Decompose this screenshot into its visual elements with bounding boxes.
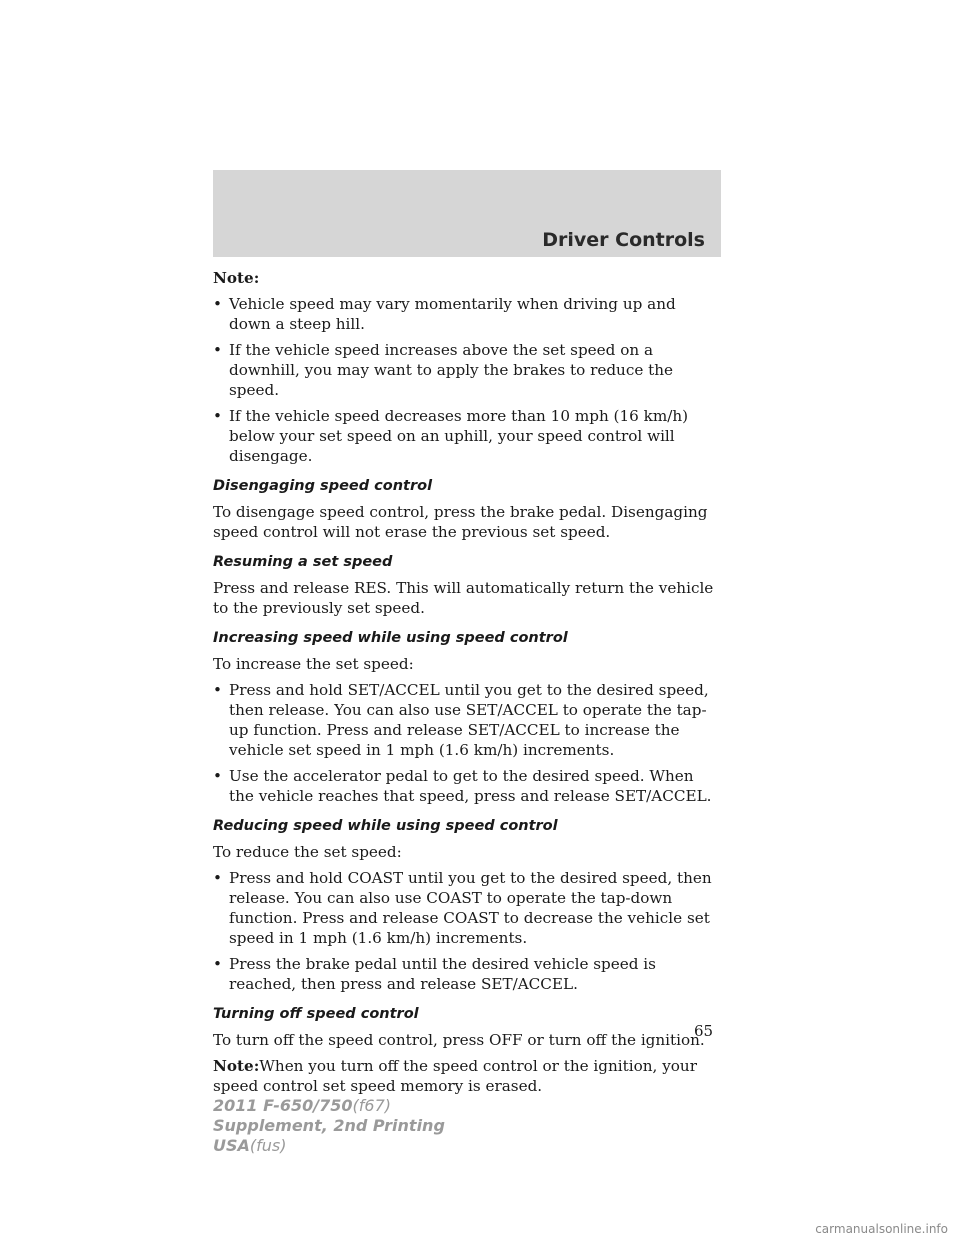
note-text: When you turn off the speed control or the ignition, your speed control set speed memory is erased. bbox=[213, 1057, 697, 1095]
section-header-band bbox=[213, 170, 721, 257]
bullet-icon: • bbox=[213, 341, 222, 359]
bullet-icon: • bbox=[213, 295, 222, 313]
list-item: • Press and hold COAST until you get to the desired speed, then release. You can also use COAST to operate the tap-down function. Press and release COAST to decrease the vehicle set speed in 1 mph (1.6 km/h) increments. bbox=[213, 869, 712, 947]
heading-turning-off: Turning off speed control bbox=[213, 1006, 419, 1022]
watermark: carmanualsonline.info bbox=[815, 1222, 948, 1236]
turning-off-text: To turn off the speed control, press OFF or turn off the ignition. bbox=[213, 1031, 705, 1049]
turning-off-note bbox=[213, 1056, 721, 1096]
page-number: 65 bbox=[694, 1022, 714, 1040]
footer-line-printing: Supplement, 2nd Printing bbox=[213, 1116, 445, 1135]
bullet-icon: • bbox=[213, 681, 222, 699]
resuming-text: Press and release RES. This will automatically return the vehicle to the previously set speed. bbox=[213, 579, 714, 617]
bullet-icon: • bbox=[213, 955, 222, 973]
list-item: • Press the brake pedal until the desired vehicle speed is reached, then press and release SET/ACCEL. bbox=[213, 955, 656, 993]
bullet-icon: • bbox=[213, 869, 222, 887]
disengaging-text: To disengage speed control, press the brake pedal. Disengaging speed control will not erase the previous set speed. bbox=[213, 503, 708, 541]
bullet-icon: • bbox=[213, 767, 222, 785]
reducing-intro: To reduce the set speed: bbox=[213, 843, 402, 861]
list-item: • If the vehicle speed decreases more than 10 mph (16 km/h) below your set speed on an uphill, your speed control will disengage. bbox=[213, 407, 689, 465]
list-item: • Press and hold SET/ACCEL until you get to the desired speed, then release. You can also use SET/ACCEL to operate the tap-up function. Press and release SET/ACCEL to increase the vehicle set speed in 1 mph (1.6 km/h) increments. bbox=[213, 681, 709, 759]
heading-resuming: Resuming a set speed bbox=[213, 554, 393, 570]
section-title: Driver Controls bbox=[542, 229, 705, 251]
increasing-intro: To increase the set speed: bbox=[213, 655, 414, 673]
note-bullet-list bbox=[213, 294, 721, 466]
footer-line-model: 2011 F-650/750(f67) bbox=[213, 1096, 391, 1115]
print-footer bbox=[213, 1096, 445, 1156]
page-content bbox=[213, 268, 721, 1102]
list-item: • Vehicle speed may vary momentarily when driving up and down a steep hill. bbox=[213, 295, 676, 333]
heading-disengaging: Disengaging speed control bbox=[213, 478, 433, 494]
list-item: • Use the accelerator pedal to get to the desired speed. When the vehicle reaches that speed, press and release SET/ACCEL. bbox=[213, 767, 712, 805]
reducing-bullet-list bbox=[213, 868, 721, 994]
heading-increasing: Increasing speed while using speed control bbox=[213, 630, 568, 646]
heading-reducing: Reducing speed while using speed control bbox=[213, 818, 558, 834]
bullet-icon: • bbox=[213, 407, 222, 425]
increasing-bullet-list bbox=[213, 680, 721, 806]
footer-line-market: USA(fus) bbox=[213, 1136, 287, 1155]
note-label: Note: bbox=[213, 1057, 260, 1075]
note-label: Note: bbox=[213, 269, 260, 287]
list-item: • If the vehicle speed increases above the set speed on a downhill, you may want to apply the brakes to reduce the speed. bbox=[213, 341, 674, 399]
